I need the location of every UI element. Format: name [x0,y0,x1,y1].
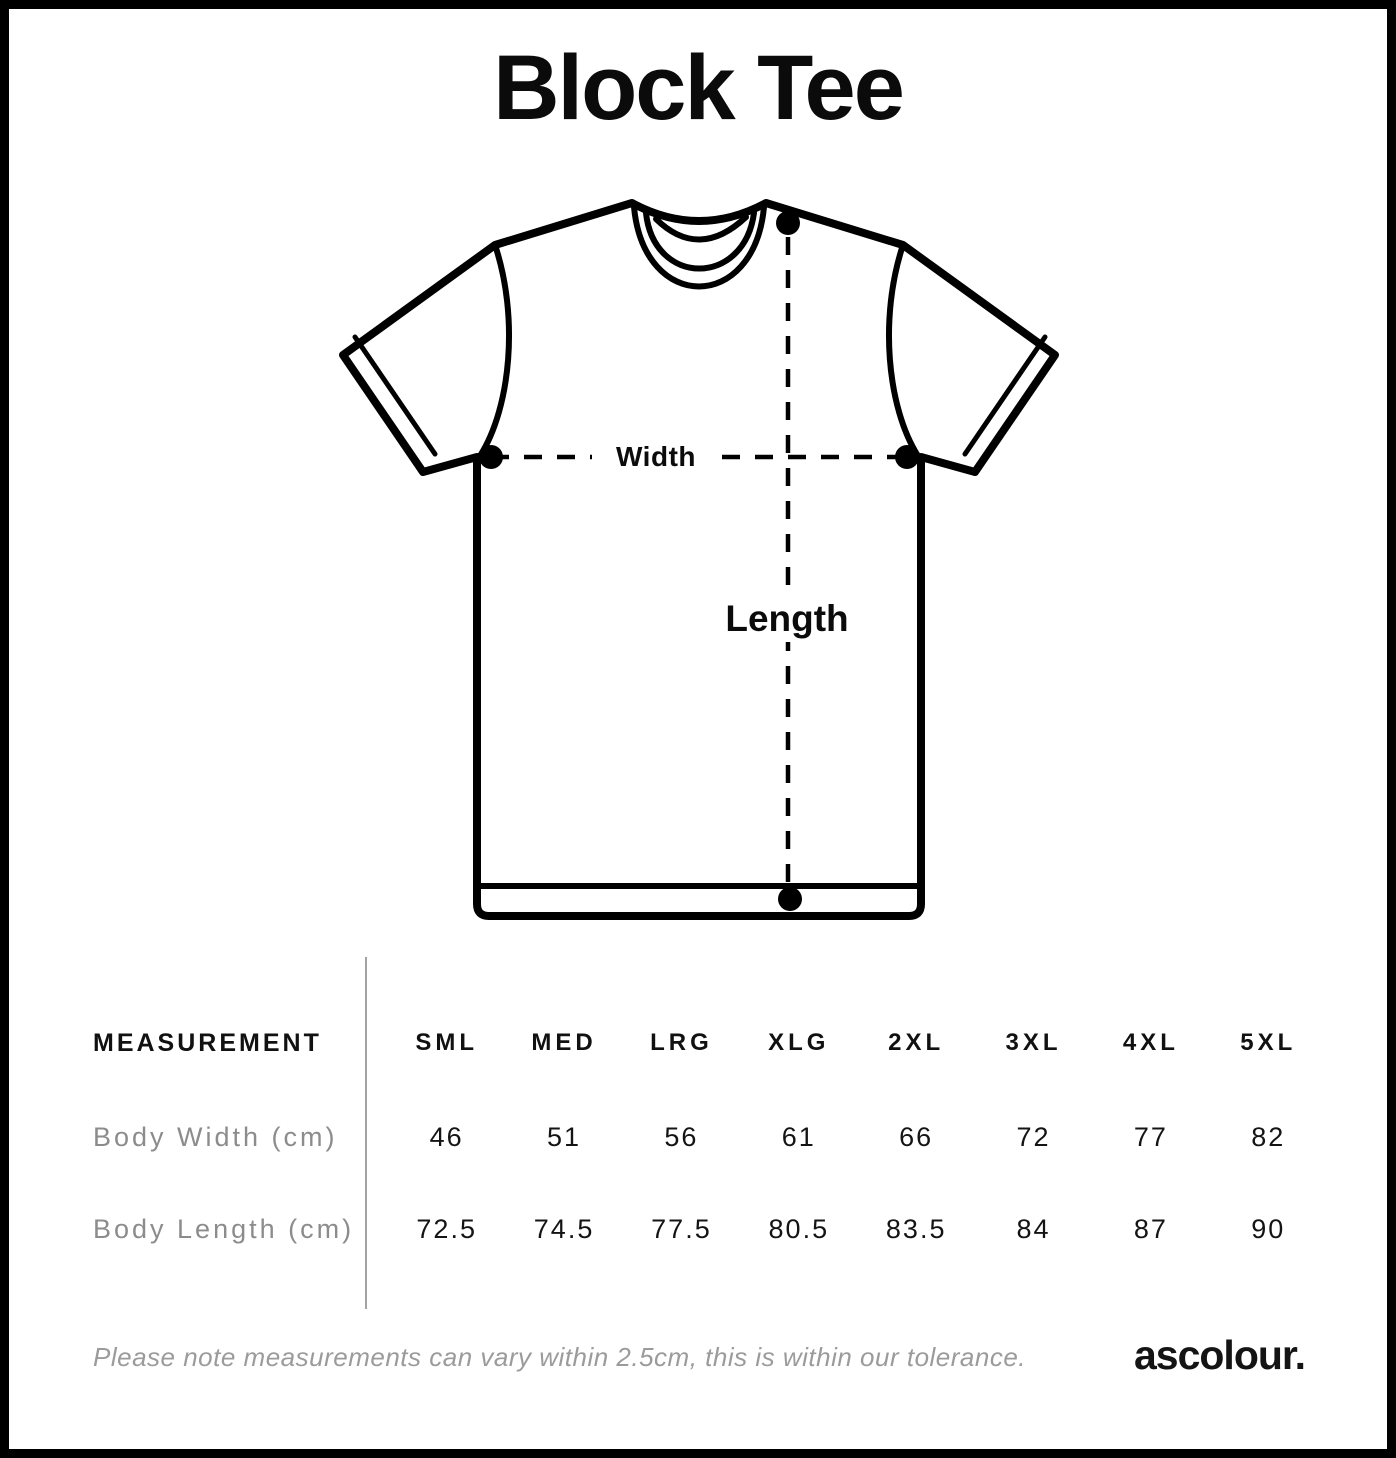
body-width-value: 72 [1016,1122,1051,1152]
size-header-5xl: 5XL [1240,1029,1297,1056]
ascolour-logo: ascolour. [1133,1332,1305,1378]
tee-illustration-svg [320,185,1080,930]
size-header-sml: SML [415,1029,479,1056]
width-measure-label: Width [592,437,720,477]
width-right-dot [895,445,919,469]
size-header-med: MED [531,1029,597,1056]
body-width-value: 82 [1251,1122,1286,1152]
length-bottom-dot [778,887,802,911]
body-width-value-row [388,1119,1327,1155]
length-measure-label: Length [709,596,865,642]
width-left-dot [479,445,503,469]
body-width-row-label: Body Width (cm) [93,1122,338,1152]
body-width-value: 46 [429,1122,464,1152]
measurement-column-header: MEASUREMENT [93,1029,322,1057]
size-header-3xl: 3XL [1005,1029,1062,1056]
body-width-value: 77 [1133,1122,1168,1152]
body-width-value: 56 [664,1122,699,1152]
body-width-value: 66 [899,1122,934,1152]
body-length-value: 90 [1251,1214,1286,1244]
body-length-value: 72.5 [416,1214,477,1244]
body-length-value-row [388,1211,1327,1247]
length-top-dot [776,211,800,235]
body-length-row-label: Body Length (cm) [93,1214,355,1244]
size-header-4xl: 4XL [1122,1029,1179,1056]
body-length-value: 77.5 [651,1214,712,1244]
page-title: Block Tee [493,37,903,139]
body-length-value: 83.5 [885,1214,947,1244]
body-length-value: 80.5 [768,1214,830,1244]
size-header-2xl: 2XL [888,1029,945,1056]
size-header-xlg: XLG [768,1029,830,1056]
body-width-value: 61 [781,1122,816,1152]
tee-diagram [320,185,1080,930]
size-header-row [388,1026,1327,1060]
tee-outline [343,203,1055,916]
size-header-lrg: LRG [650,1029,713,1056]
body-width-value: 51 [547,1122,582,1152]
tolerance-note: Please note measurements can vary within 2.5cm, this is within our tolerance. [93,1342,1027,1372]
body-length-value: 74.5 [533,1214,595,1244]
table-divider-line [365,957,367,1309]
body-length-value: 87 [1133,1214,1168,1244]
body-length-value: 84 [1016,1214,1051,1244]
